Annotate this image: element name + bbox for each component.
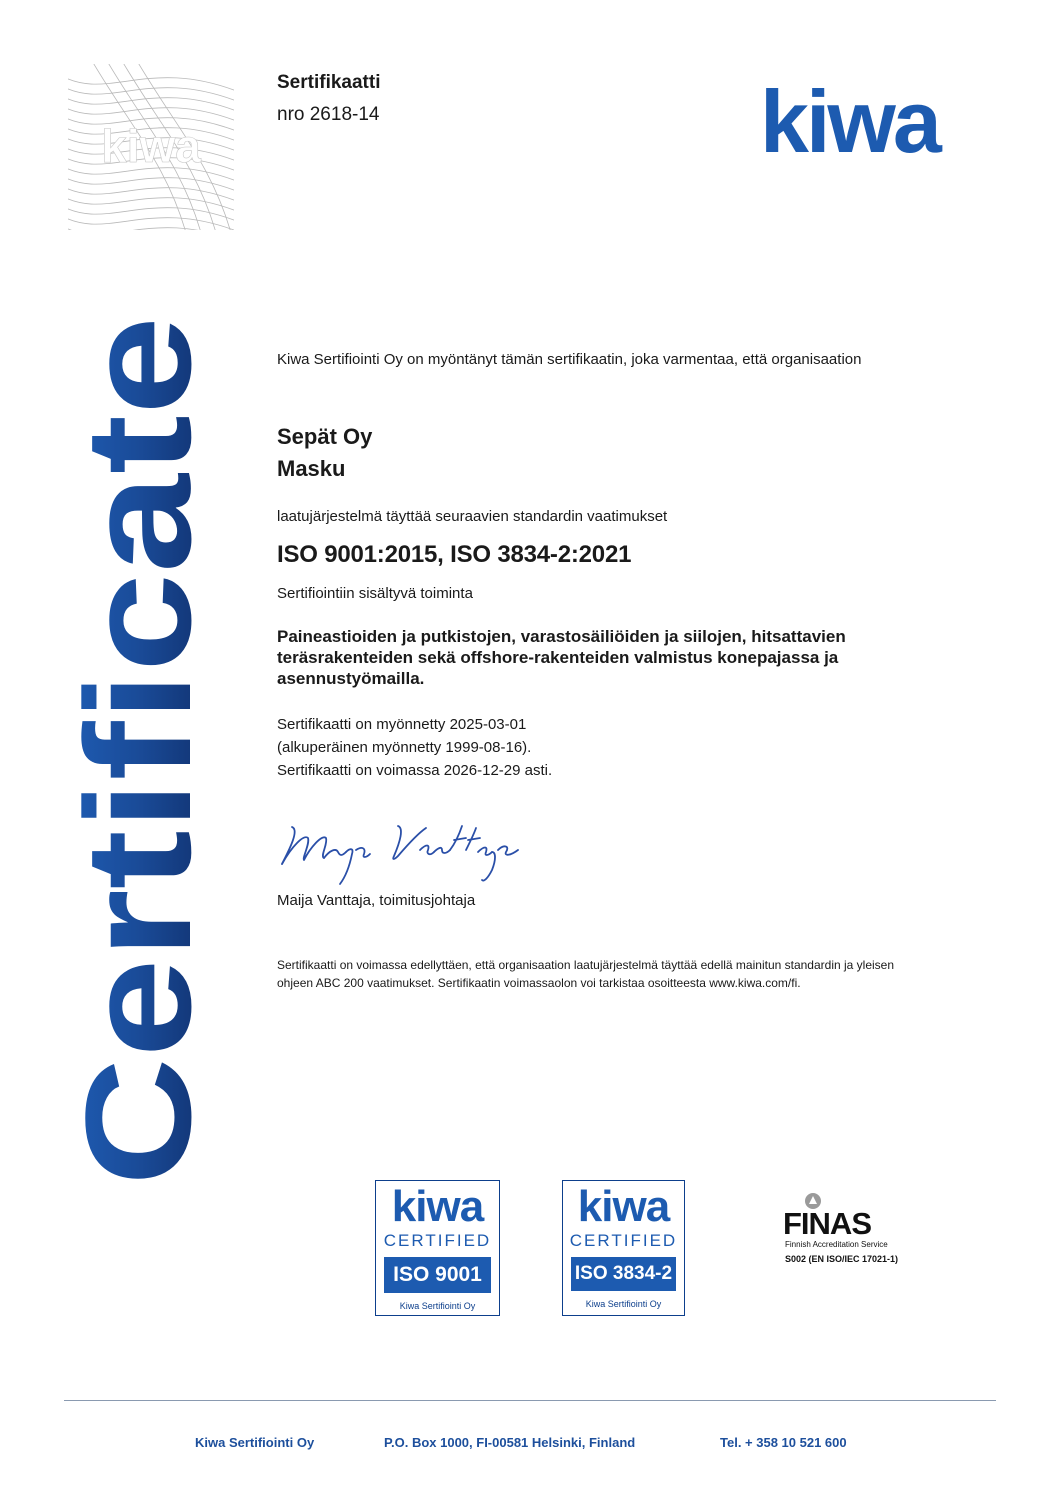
scope-intro: Sertifiointiin sisältyvä toiminta — [277, 585, 473, 602]
kiwa-certified-iso3834-badge — [562, 1180, 685, 1316]
scope-text: Paineastioiden ja putkistojen, varastosäiliöiden ja siilojen, hitsattavien teräsrakenteiden sekä offshore-rakenteiden valmistus konepajassa ja asennustyömailla. — [277, 627, 846, 688]
badge-brand: kiwa — [577, 1182, 670, 1231]
footer-phone: Tel. + 358 10 521 600 — [720, 1435, 847, 1450]
standards-intro: laatujärjestelmä täyttää seuraavien standardin vaatimukset — [277, 508, 668, 525]
intro-text: Kiwa Sertifiointi Oy on myöntänyt tämän sertifikaatin, joka varmentaa, että organisaation — [277, 351, 862, 368]
fineprint: Sertifikaatti on voimassa edellyttäen, että organisaation laatujärjestelmä täyttää edellä mainitun standardin ja yleisen ohjeen ABC 200 vaatimukset. Sertifikaatin voimassaolon voi tarkistaa osoitteesta www.kiwa.com/fi. — [277, 958, 895, 990]
validity-block — [277, 713, 552, 782]
finas-accreditation-code: S002 (EN ISO/IEC 17021-1) — [785, 1254, 899, 1264]
kiwa-logo — [760, 80, 966, 160]
organization-city: Masku — [277, 456, 346, 481]
footer-address: P.O. Box 1000, FI-00581 Helsinki, Finland — [384, 1435, 636, 1450]
signer-name: Maija Vanttaja, toimitusjohtaja — [277, 892, 476, 909]
handwritten-signature — [270, 812, 526, 892]
seal-wordmark: kiwa — [101, 120, 201, 172]
badge-issuer: Kiwa Sertifiointi Oy — [585, 1299, 662, 1309]
kiwa-certified-iso9001-badge — [375, 1180, 500, 1316]
finas-subtitle: Finnish Accreditation Service — [785, 1240, 888, 1249]
finas-logo-text: FINAS — [783, 1206, 871, 1241]
vertical-word-text: Certificate — [54, 452, 222, 1186]
issued-date: Sertifikaatti on myönnetty 2025-03-01 — [277, 716, 527, 733]
kiwa-logo-text: kiwa — [760, 80, 939, 160]
badge-certified-label: CERTIFIED — [383, 1231, 492, 1250]
footer-company: Kiwa Sertifiointi Oy — [195, 1435, 315, 1450]
badge-brand: kiwa — [391, 1182, 484, 1231]
badge-standard: ISO 9001 — [384, 1257, 491, 1293]
original-issue-date: (alkuperäinen myönnetty 1999-08-16). — [277, 739, 532, 756]
badge-standard: ISO 3834-2 — [571, 1257, 676, 1291]
standards: ISO 9001:2015, ISO 3834-2:2021 — [277, 541, 632, 568]
certificate-vertical-word — [40, 300, 240, 1200]
certificate-number: nro 2618-14 — [277, 104, 380, 125]
badge-issuer: Kiwa Sertifiointi Oy — [399, 1301, 476, 1311]
footer-divider — [64, 1400, 996, 1401]
organization-name: Sepät Oy — [277, 424, 373, 449]
certificate-heading: Sertifikaatti — [277, 72, 381, 93]
valid-until: Sertifikaatti on voimassa 2026-12-29 asti. — [277, 762, 553, 779]
badge-certified-label: CERTIFIED — [569, 1231, 678, 1250]
kiwa-seal-logo — [68, 64, 234, 230]
